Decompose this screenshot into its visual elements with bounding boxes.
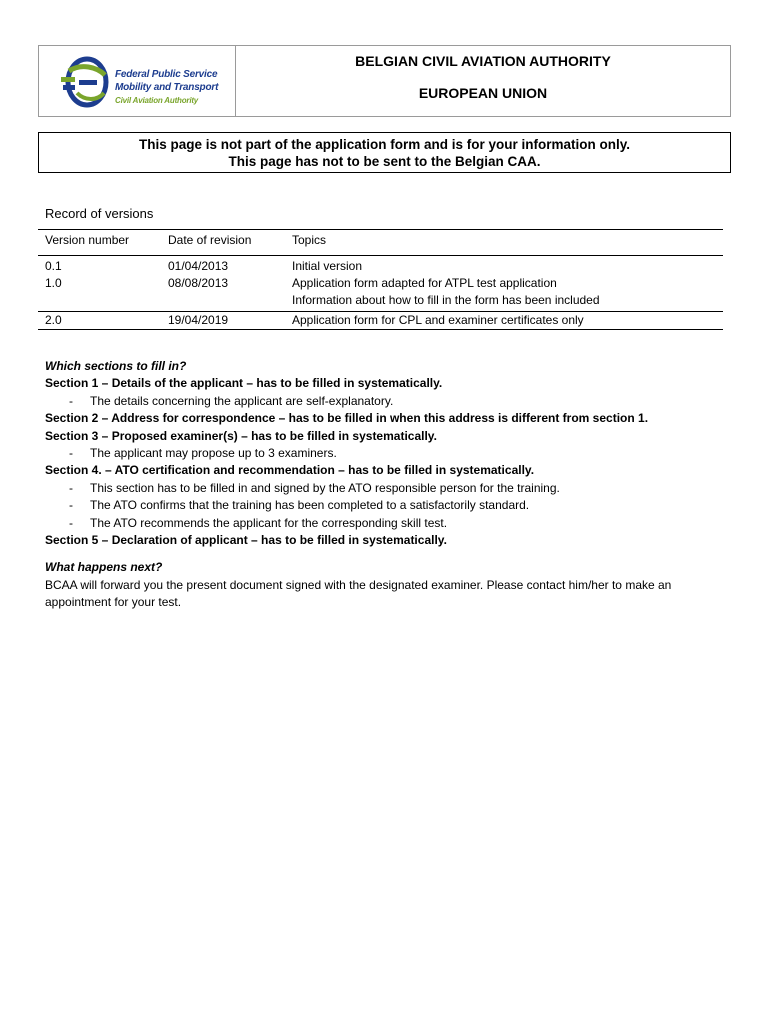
- dash: -: [69, 498, 73, 513]
- section-3: Section 3 – Proposed examiner(s) – has to be filled in systematically.: [45, 428, 437, 443]
- list-item: [45, 515, 725, 532]
- fps-logo-icon: [59, 53, 113, 111]
- title-cell: [236, 46, 730, 116]
- topic-line: Initial version: [292, 259, 363, 273]
- cell-topics: [285, 258, 723, 275]
- header-version: Version number: [45, 233, 130, 247]
- union-title: EUROPEAN UNION: [418, 85, 548, 101]
- next-body: BCAA will forward you the present document signed with the designated examiner. Please contact him/her to make an appointment for your test.: [45, 577, 672, 610]
- table-rule-bottom: [38, 329, 723, 330]
- dash: -: [69, 446, 73, 461]
- cell-version: 0.1: [45, 259, 62, 273]
- section-4: Section 4. – ATO certification and recommendation – has to be filled in systematically.: [45, 463, 535, 478]
- table-header-row: [38, 230, 723, 255]
- cell-version: 1.0: [45, 276, 62, 290]
- dash: -: [69, 393, 73, 408]
- topic-line: Application form for CPL and examiner certificates only: [292, 313, 584, 327]
- cell-date: 01/04/2013: [168, 259, 229, 273]
- header-topics: Topics: [292, 233, 327, 247]
- bullet-text: The ATO confirms that the training has been completed to a satisfactorily standard.: [90, 498, 530, 513]
- dash: -: [69, 480, 73, 495]
- section-1: Section 1 – Details of the applicant – has to be filled in systematically.: [45, 376, 443, 391]
- cell-topics: [285, 275, 723, 309]
- next-heading: What happens next?: [45, 560, 163, 575]
- authority-title: BELGIAN CIVIL AVIATION AUTHORITY: [355, 53, 611, 69]
- table-row: [38, 275, 723, 311]
- bullet-text: This section has to be filled in and signed by the ATO responsible person for the training.: [90, 480, 560, 495]
- logo: [39, 46, 236, 116]
- logo-line-2: Mobility and Transport: [115, 82, 219, 93]
- cell-date: 19/04/2019: [168, 313, 229, 327]
- versions-table: [38, 229, 723, 330]
- notice-line-1: This page is not part of the application form and is for your information only.: [138, 137, 631, 152]
- table-row: [38, 312, 723, 329]
- cell-topics: [285, 312, 723, 329]
- dash: -: [69, 515, 73, 530]
- header-box: [38, 45, 731, 117]
- section-2: Section 2 – Address for correspondence – has to be filled in when this address is different from section 1.: [45, 411, 649, 426]
- notice-box: [38, 132, 731, 173]
- bullet-text: The ATO recommends the applicant for the corresponding skill test.: [90, 515, 448, 530]
- instructions: [45, 358, 725, 612]
- section-5: Section 5 – Declaration of applicant – has to be filled in systematically.: [45, 533, 447, 548]
- sections-heading: Which sections to fill in?: [45, 359, 187, 373]
- bullet-text: The applicant may propose up to 3 examiners.: [90, 446, 337, 461]
- notice-line-2: This page has not to be sent to the Belgian CAA.: [228, 154, 541, 169]
- topic-line: Application form adapted for ATPL test application: [292, 276, 557, 290]
- list-item: [45, 480, 725, 497]
- list-item: [45, 445, 725, 462]
- list-item: [45, 393, 725, 410]
- table-row: [38, 258, 723, 275]
- cell-version: 2.0: [45, 313, 62, 327]
- topic-line: Information about how to fill in the form has been included: [292, 293, 600, 307]
- header-date: Date of revision: [168, 233, 252, 247]
- logo-line-1: Federal Public Service: [115, 69, 218, 80]
- bullet-text: The details concerning the applicant are self-explanatory.: [90, 393, 394, 408]
- list-item: [45, 497, 725, 514]
- record-of-versions-title: Record of versions: [45, 206, 154, 221]
- logo-text: [115, 68, 218, 107]
- cell-date: 08/08/2013: [168, 276, 229, 290]
- logo-line-3: Civil Aviation Authority: [115, 96, 199, 105]
